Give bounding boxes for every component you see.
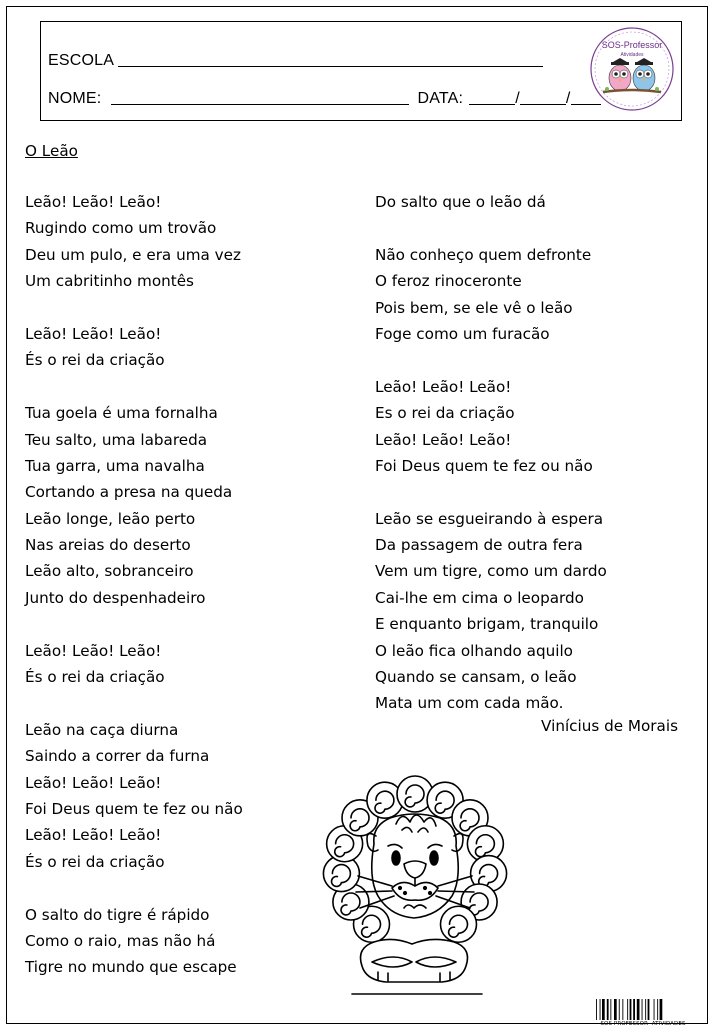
poem-line: Junto do despenhadeiro [25, 588, 206, 607]
poem-line: Cai-lhe em cima o leopardo [375, 588, 584, 607]
poem-line [25, 374, 243, 400]
poem-line: Tua garra, uma navalha [25, 456, 205, 475]
poem-line [25, 690, 243, 716]
poem-line: Leão! Leão! Leão! [375, 430, 512, 449]
poem-line: Mata um com cada mão. [375, 694, 564, 713]
poem-right-column [375, 189, 607, 717]
poem-line: Pois bem, se ele vê o leão [375, 298, 573, 317]
poem-line: Es o rei da criação [375, 404, 515, 423]
barcode-text: SOS PROFESSOR- ATIVIDADES [600, 1021, 686, 1027]
date-label: DATA: [417, 90, 464, 107]
poem-line: Leão se esgueirando à espera [375, 509, 603, 528]
poem-line: Leão! Leão! Leão! [25, 193, 162, 211]
poem-line: Tua goela é uma fornalha [25, 404, 218, 423]
poem-line: Leão na caça diurna [25, 720, 179, 739]
poem-line: Saindo a correr da furna [25, 747, 210, 766]
name-label: NOME: [48, 90, 102, 107]
school-field[interactable] [118, 65, 543, 67]
poem-line: Deu um pulo, e era uma vez [25, 245, 241, 264]
poem-line [375, 479, 607, 505]
poem-line: Vem um tigre, como um dardo [375, 562, 607, 581]
poem-line: Um cabritinho montês [25, 272, 194, 291]
poem-line: Tigre no mundo que escape [25, 958, 237, 977]
poem-line: Teu salto, uma labareda [25, 430, 208, 449]
poem-title: O Leão [25, 142, 78, 160]
date-day-field[interactable] [469, 103, 515, 105]
poem-line: Leão! Leão! Leão! [25, 641, 162, 660]
poem-line: O leão fica olhando aquilo [375, 641, 573, 660]
poem-line: Leão longe, leão perto [25, 509, 196, 528]
logo-title: SOS-Professor [601, 40, 663, 50]
lion-coloring-illustration [312, 766, 517, 1006]
poem-line: Nas areias do deserto [25, 536, 191, 555]
school-label: ESCOLA [48, 52, 115, 69]
logo-subtitle: Atividades [620, 52, 644, 58]
poem-line: Quando se cansam, o leão [375, 668, 577, 687]
poem-line: E enquanto brigam, tranquilo [375, 615, 599, 634]
date-month-field[interactable] [520, 103, 566, 105]
poem-line: Foi Deus quem te fez ou não [25, 799, 243, 818]
poem-line [375, 215, 607, 241]
poem-line: Rugindo como um trovão [25, 219, 217, 238]
poem-line: Foi Deus quem te fez ou não [375, 456, 593, 475]
name-field[interactable] [111, 103, 409, 105]
poem-line: És o rei da criação [25, 351, 165, 370]
poem-line [375, 347, 607, 373]
poem-line: Cortando a presa na queda [25, 483, 233, 502]
poem-line: O feroz rinoceronte [375, 272, 522, 291]
poem-line: Leão! Leão! Leão! [25, 826, 162, 845]
poem-line: Da passagem de outra fera [375, 536, 583, 555]
date-separator: / [515, 90, 520, 107]
poem-line: Leão! Leão! Leão! [375, 377, 512, 396]
school-line [48, 52, 543, 70]
poem-line: O salto do tigre é rápido [25, 905, 210, 924]
poem-line: És o rei da criação [25, 668, 165, 687]
poem-line [25, 611, 243, 637]
poem-line: Leão! Leão! Leão! [25, 773, 162, 792]
poem-line [25, 875, 243, 901]
poem-line: Leão! Leão! Leão! [25, 324, 162, 343]
poem-line: Do salto que o leão dá [375, 193, 546, 211]
poem-author: Vinícius de Morais [541, 717, 678, 735]
poem-line: Não conheço quem defronte [375, 245, 592, 264]
poem-line: És o rei da criação [25, 852, 165, 871]
poem-left-column [25, 189, 243, 981]
owl-logo-icon [589, 26, 675, 112]
date-separator: / [565, 90, 571, 107]
poem-line: Leão alto, sobranceiro [25, 562, 194, 581]
poem-line [25, 295, 243, 321]
poem-line: Foge como um furacão [375, 324, 550, 343]
name-line [48, 90, 601, 108]
poem-line: Como o raio, mas não há [25, 931, 216, 950]
